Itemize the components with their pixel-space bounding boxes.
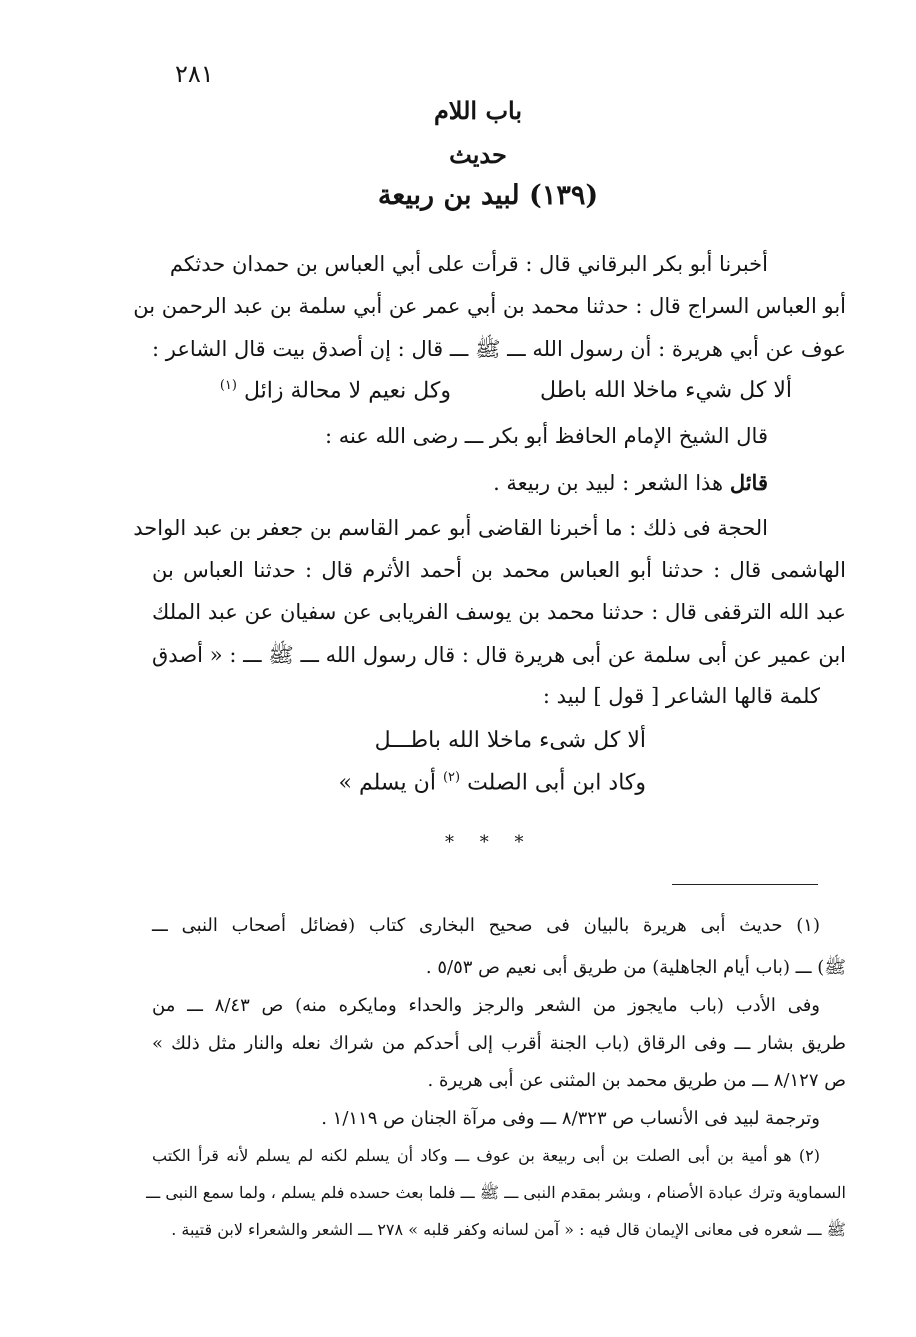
sayer-text: هذا الشعر : لبيد بن ربيعة . bbox=[493, 471, 724, 495]
body-line: أبو العباس السراج قال : حدثنا محمد بن أبي عمر عن أبي سلمة بن عبد الرحمن بن bbox=[133, 294, 846, 318]
chapter-heading: باب اللام bbox=[433, 96, 523, 125]
body-line: ابن عمير عن أبى سلمة عن أبى هريرة قال : قال رسول الله ـــ ﷺ ـــ : « أصدق bbox=[152, 643, 846, 667]
footnote-line: (٢) هو أمية بن أبى الصلت بن أبى ربيعة بن عوف ـــ وكاد أن يسلم لكنه لم يسلم لأنه قرأ الكتب bbox=[152, 1146, 820, 1165]
footnote-line: (١) حديث أبى هريرة بالبيان فى صحيح البخارى كتاب (فضائل أصحاب النبى ـــ bbox=[152, 915, 820, 936]
footnote-line: ﷺ ـــ شعره فى معانى الإيمان قال فيه : « آمن لسانه وكفر قلبه » ٢٧٨ ـــ الشعر والشعراء لابن قتيبة . bbox=[171, 1220, 846, 1239]
verse-text: وكاد ابن أبى الصلت bbox=[467, 770, 646, 796]
body-line: أخبرنا أبو بكر البرقاني قال : قرأت على أبي العباس بن حمدان حدثكم bbox=[169, 252, 768, 276]
sayer-label: قائل bbox=[729, 470, 768, 495]
footnote-line: ﷺ) ـــ (باب أيام الجاهلية) من طريق أبى نعيم ص ٥/٥٣ . bbox=[425, 957, 846, 978]
verse-first-hemistich: ألا كل شيء ماخلا الله باطل bbox=[540, 378, 792, 403]
verse-line bbox=[339, 770, 646, 795]
verse-text: وكل نعيم لا محالة زائل bbox=[243, 378, 451, 404]
footnote-line: ص ٨/١٢٧ ـــ من طريق محمد بن المثنى عن أبى هريرة . bbox=[427, 1070, 846, 1091]
sayer-line bbox=[493, 470, 768, 495]
footnote-line: وفى الأدب (باب مايجوز من الشعر والرجز والحداء ومايكره منه) ص ٨/٤٣ ـــ من bbox=[152, 995, 820, 1016]
genre-heading: حديث bbox=[449, 140, 507, 169]
body-line: عوف عن أبي هريرة : أن رسول الله ـــ ﷺ ـــ قال : إن أصدق بيت قال الشاعر : bbox=[152, 337, 846, 361]
verse-second-hemistich bbox=[220, 378, 451, 403]
body-line: كلمة قالها الشاعر [ قول ] لبيد : bbox=[542, 684, 820, 708]
body-line: الحجة فى ذلك : ما أخبرنا القاضى أبو عمر القاسم بن جعفر بن عبد الواحد bbox=[133, 516, 768, 540]
footnote-line: طريق بشار ـــ وفى الرقاق (باب الجنة أقرب إلى أحدكم من شراك نعله والنار مثل ذلك » bbox=[152, 1033, 846, 1054]
footnote-ref: (٢) bbox=[442, 770, 461, 785]
footnote-line: وترجمة لبيد فى الأنساب ص ٨/٣٢٣ ـــ وفى مرآة الجنان ص ١/١١٩ . bbox=[321, 1108, 820, 1129]
footnote-ref: (١) bbox=[219, 378, 237, 393]
footnote-rule bbox=[672, 884, 818, 885]
verse-line: ألا كل شىء ماخلا الله باطـــل bbox=[374, 728, 646, 753]
body-line: الهاشمى قال : حدثنا أبو العباس محمد بن أحمد الأثرم قال : حدثنا العباس بن bbox=[152, 558, 846, 582]
body-line: عبد الله الترقفى قال : حدثنا محمد بن يوسف الفريابى عن سفيان عن عبد الملك bbox=[152, 600, 846, 624]
page-number: ٢٨١ bbox=[175, 60, 214, 88]
footnote-line: السماوية وترك عبادة الأصنام ، وبشر بمقدم النبى ـــ ﷺ ـــ فلما بعث حسده فلم يسلم ، ولما سمع النبى ـــ bbox=[146, 1183, 846, 1202]
section-separator: * * * bbox=[445, 832, 534, 853]
verse-text: أن يسلم » bbox=[338, 770, 436, 796]
entry-heading: (١٣٩) لبيد بن ربيعة bbox=[377, 180, 599, 211]
sheikh-line: قال الشيخ الإمام الحافظ أبو بكر ـــ رضى الله عنه : bbox=[324, 424, 768, 448]
